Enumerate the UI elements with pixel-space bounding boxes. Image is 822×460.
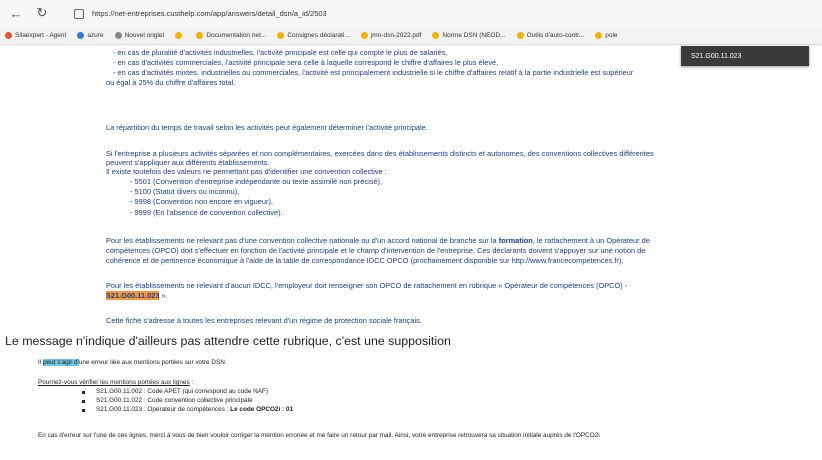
bookmark-icon — [361, 32, 368, 39]
bookmark-icon — [517, 32, 524, 39]
paragraph-formation-text-end: , le rattachement à un Opérateur de — [532, 236, 650, 245]
bookmark-item[interactable] — [432, 32, 505, 39]
paragraph-work-time: La répartition du temps de travail selon les activités peut également déterminer l'activité principale. — [106, 123, 428, 132]
email-line-1-end: une erreur liée aux mentions portées sur votre DSN. — [78, 359, 227, 366]
bookmark-label: pole — [605, 31, 618, 39]
bookmark-item[interactable] — [115, 32, 165, 39]
bullet-commercial: - en cas d'activités commerciales, l'activité principale sera celle à laquelle correspond le chiffre d'affaires le plus élevé, — [113, 58, 499, 67]
paragraph-formation-2: compétences (OPCO) doit s'effectuer en fonction de l'activité principale et le champ d'intervention de l'entreprise. Ces déclarants doivent s'appuyer sur une notion de — [106, 246, 646, 255]
paragraph-formation-1 — [106, 236, 650, 246]
email-check-lines-colon: : — [189, 379, 194, 386]
bookmark-item[interactable] — [361, 32, 422, 39]
bookmark-label: Consignes déclarati... — [287, 31, 350, 39]
arrow-left-icon: ← — [9, 5, 23, 21]
bookmark-icon — [5, 32, 12, 39]
email-item-opco-label: S21.G00.11.023 : Opérateur de compétences : — [96, 406, 231, 413]
paragraph-formation-3: cohérence et de pertinence économique à l'aide de la table de correspondance IDCC OPCO (prochainement disponible sur http://www.francecompetences.fr). — [106, 256, 624, 265]
bookmark-label: Documentation net... — [206, 31, 267, 39]
bookmark-label: Silaexpert - Agent — [15, 31, 67, 39]
email-item-opco-code: Le code OPCO2i : 01 — [230, 406, 294, 413]
paragraph-activities-3: Il existe toutefois des valeurs ne permettant pas d'identifier une convention collective : — [106, 167, 387, 176]
bullet-mixed: - en cas d'activités mixtes, industrielles ou commerciales, l'activité est principalement industrielle si le chiffre d'affaires relatif à la partie industrielle est supérieur — [113, 68, 634, 77]
bookmark-icon — [175, 32, 182, 39]
email-line-1 — [38, 359, 227, 366]
convention-5501: - 5501 (Convention d'entreprise indépendante ou texte assimilé non précisé), — [130, 177, 383, 186]
paragraph-idcc-end: ». — [159, 291, 168, 300]
bookmark-icon — [277, 32, 284, 39]
bookmark-icon — [77, 32, 84, 39]
email-item-apet: S21.G00.11.002 : Code APET (qui correspond au code NAF) — [96, 388, 269, 395]
email-item-convention: S21.G00.11.022 : Code convention collective principale — [96, 397, 253, 404]
bookmark-label: jmn-dsn-2022.pdf — [370, 31, 422, 39]
bullet-mark — [82, 409, 85, 412]
bookmark-item[interactable] — [595, 32, 617, 39]
formation-keyword: formation — [498, 236, 533, 245]
bookmark-label: Outils d'auto-contr... — [526, 31, 585, 39]
bookmark-label: azure — [87, 31, 104, 39]
email-line-1-start: Il — [38, 359, 43, 366]
bookmark-icon — [432, 32, 439, 39]
address-bar[interactable] — [74, 4, 327, 22]
bookmark-label: Nouvel onglet — [124, 31, 165, 39]
email-line-2 — [38, 379, 193, 386]
paragraph-scope: Cette fiche s'adresse à toutes les entreprises relevant d'un régime de protection sociale français. — [106, 316, 422, 325]
email-check-lines: Pourriez-vous vérifier les mentions portées aux lignes — [38, 379, 190, 386]
email-item-opco — [96, 406, 293, 413]
opco-code-highlight: S21.G00.11.023 — [106, 291, 160, 300]
bullet-mark — [82, 400, 85, 403]
site-info-icon[interactable] — [74, 9, 84, 19]
paragraph-idcc-2 — [106, 291, 168, 301]
bookmark-item[interactable] — [277, 32, 350, 39]
article-content — [0, 46, 822, 334]
reload-icon: ↻ — [36, 5, 48, 20]
bookmark-item[interactable] — [196, 32, 266, 39]
paragraph-activities-1: Si l'entreprise a plusieurs activités séparées et non complémentaires, exercées dans des établissements distincts et autonomes, des conventions collectives différentes — [106, 149, 654, 158]
convention-5100: - 5100 (Statut divers ou inconnu), — [130, 187, 240, 196]
tooltip: S21.G00.11.023 — [681, 46, 809, 66]
bullet-mark — [82, 391, 85, 394]
bullet-mixed-cont: ou égal à 25% du chiffre d'affaires total. — [106, 78, 236, 87]
paragraph-idcc-1: Pour les établissements ne relevant d'aucun IDCC, l'employeur doit renseigner son OPCO de rattachement en rubrique « Opérateur de compétences (OPCO) - — [106, 281, 628, 290]
url-text: https://net-entreprises.custhelp.com/app/answers/detail_dsn/a_id/2503 — [92, 8, 327, 18]
email-excerpt — [0, 355, 822, 460]
bookmark-icon — [595, 32, 602, 39]
email-line-3: En cas d'erreur sur l'une de ces lignes, merci à vous de bien vouloir corriger la mention erronée et me faire un retour par mail. Ainsi, votre entreprise retrouvera sa situation initiale auprès de l'OPCO2i — [38, 432, 600, 439]
convention-9998: - 9998 (Convention non encore en vigueur), — [130, 197, 273, 206]
bookmark-item[interactable] — [175, 32, 185, 39]
convention-9999: - 9999 (En l'absence de convention collective). — [130, 208, 283, 217]
paragraph-activities-2: peuvent s'appliquer aux différents établissements. — [106, 158, 270, 167]
paragraph-formation-text: Pour les établissements ne relevant pas d'une convention collective nationale ou d'un accord national de branche sur la — [106, 236, 499, 245]
reload-button[interactable] — [32, 3, 52, 23]
bookmark-item[interactable] — [77, 32, 103, 39]
email-highlight: peut s'agir d' — [42, 359, 79, 366]
bookmark-item[interactable] — [517, 32, 585, 39]
browser-nav-bar — [0, 0, 822, 26]
bookmark-label: Norme DSN (NEOD... — [442, 31, 506, 39]
caption-text: Le message n'indique d'ailleurs pas attendre cette rubrique, c'est une supposition — [5, 334, 451, 348]
back-button[interactable] — [6, 3, 26, 23]
bookmark-icon — [115, 32, 122, 39]
bookmark-icon — [196, 32, 203, 39]
bookmark-item[interactable] — [5, 32, 66, 39]
bookmarks-bar — [0, 26, 822, 45]
bullet-industrial: - en cas de pluralité d'activités industrielles, l'activité principale est celle qui compte le plus de salariés, — [113, 48, 448, 57]
